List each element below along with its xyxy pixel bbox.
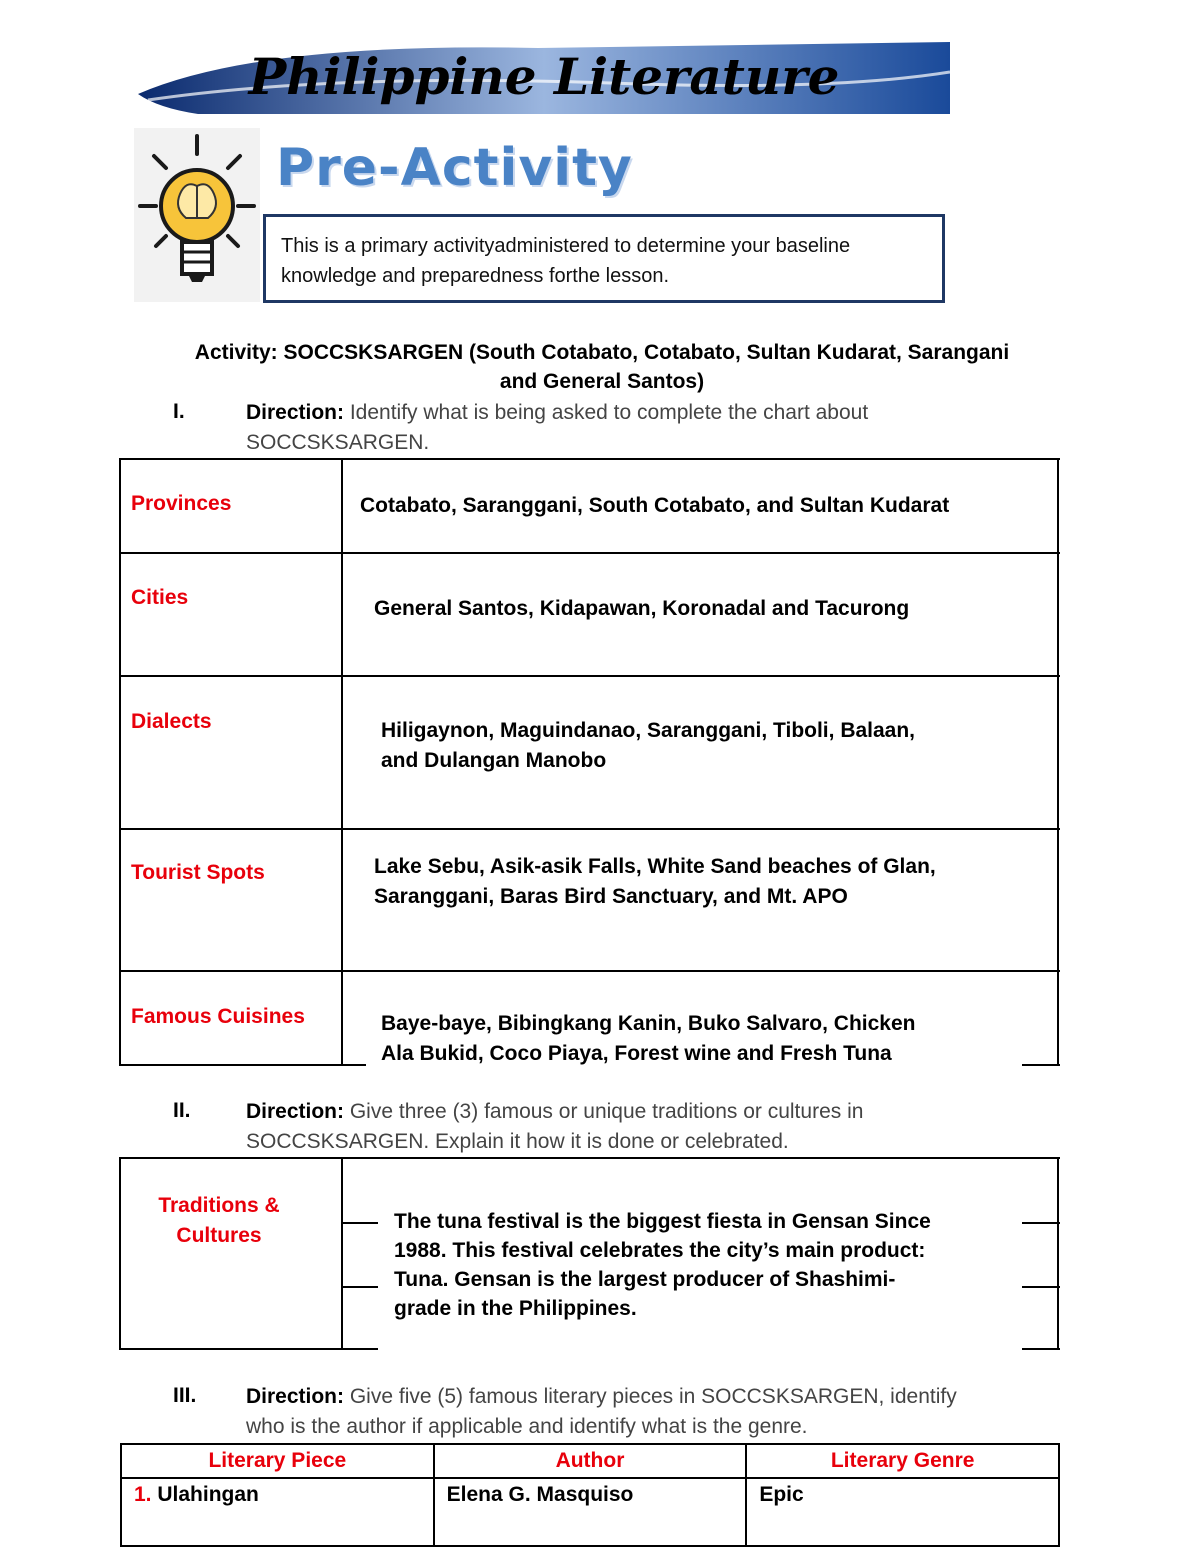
pre-activity-title: Pre-Activity [276,138,633,198]
traditions-line-2: 1988. This festival celebrates the city’s main product: [394,1239,926,1262]
value-famous-cuisines-line-2: Ala Bukid, Coco Piaya, Forest wine and Fresh Tuna [381,1042,892,1065]
literary-pieces-table [120,1443,1060,1547]
direction-2-line-1: Give three (3) famous or unique traditions or cultures in [344,1100,864,1123]
value-tourist-spots [374,852,936,912]
label-tourist-spots: Tourist Spots [131,861,265,884]
activity-title-line-1: Activity: SOCCSKSARGEN (South Cotabato, Cotabato, Sultan Kudarat, Sarangani [194,341,1010,364]
traditions-line-3: Tuna. Gensan is the largest producer of Shashimi- [394,1268,896,1291]
activity-title-line-2: and General Santos) [499,370,705,393]
label-traditions-cultures [120,1191,318,1251]
value-tourist-spots-line-2: Saranggani, Baras Bird Sanctuary, and Mt. APO [374,885,848,908]
traditions-label-line-2: Cultures [176,1224,262,1247]
literary-table-header-row [121,1444,1059,1478]
traditions-line-1: The tuna festival is the biggest fiesta in Gensan Since [394,1210,931,1233]
direction-1-line-2: SOCCSKSARGEN. [246,431,430,454]
direction-1-label: Direction: [246,401,345,424]
value-traditions [394,1207,1014,1323]
direction-3-text [246,1382,1066,1442]
direction-3-line-1: Give five (5) famous literary pieces in SOCCSKSARGEN, identify [344,1385,957,1408]
cell-author: Elena G. Masquiso [434,1478,747,1546]
intro-text [281,231,951,291]
value-dialects-line-1: Hiligaynon, Maguindanao, Saranggani, Tiboli, Balaan, [381,719,916,742]
philippine-literature-banner [138,42,950,114]
traditions-line-4: grade in the Philippines. [394,1297,637,1320]
direction-1-text [246,398,1046,458]
row-number: 1. [134,1483,152,1506]
label-famous-cuisines: Famous Cuisines [131,1005,305,1028]
direction-2-number: II. [173,1099,191,1122]
direction-2-label: Direction: [246,1100,345,1123]
cell-genre: Epic [746,1478,1059,1546]
cell-literary-piece [121,1478,434,1546]
label-provinces: Provinces [131,492,232,515]
banner-title: Philippine Literature [248,47,840,106]
literary-piece-name: Ulahingan [151,1483,259,1506]
header-literary-piece: Literary Piece [121,1444,434,1478]
value-dialects-line-2: and Dulangan Manobo [381,749,607,772]
value-tourist-spots-line-1: Lake Sebu, Asik-asik Falls, White Sand beaches of Glan, [374,855,936,878]
value-dialects [381,716,915,776]
value-famous-cuisines-line-1: Baye-baye, Bibingkang Kanin, Buko Salvaro, Chicken [381,1012,916,1035]
direction-3-line-2: who is the author if applicable and identify what is the genre. [246,1415,808,1438]
direction-3-label: Direction: [246,1385,345,1408]
header-literary-genre: Literary Genre [746,1444,1059,1478]
direction-2-line-2: SOCCSKSARGEN. Explain it how it is done or celebrated. [246,1130,789,1153]
header-author: Author [434,1444,747,1478]
intro-line-2: knowledge and preparedness forthe lesson. [281,265,670,287]
activity-title [120,338,1084,396]
label-cities: Cities [131,586,189,609]
direction-3-number: III. [173,1384,197,1407]
label-dialects: Dialects [131,710,212,733]
lightbulb-brain-icon [134,128,260,302]
value-provinces: Cotabato, Saranggani, South Cotabato, and Sultan Kudarat [360,494,950,517]
intro-line-1: This is a primary activityadministered to determine your baseline [281,235,851,257]
direction-1-line-1: Identify what is being asked to complete the chart about [344,401,869,424]
traditions-label-line-1: Traditions & [158,1194,280,1217]
value-famous-cuisines [381,1009,915,1069]
table-row [121,1478,1059,1546]
value-cities: General Santos, Kidapawan, Koronadal and Tacurong [374,597,910,620]
direction-2-text [246,1097,1046,1157]
direction-1-number: I. [173,400,185,423]
